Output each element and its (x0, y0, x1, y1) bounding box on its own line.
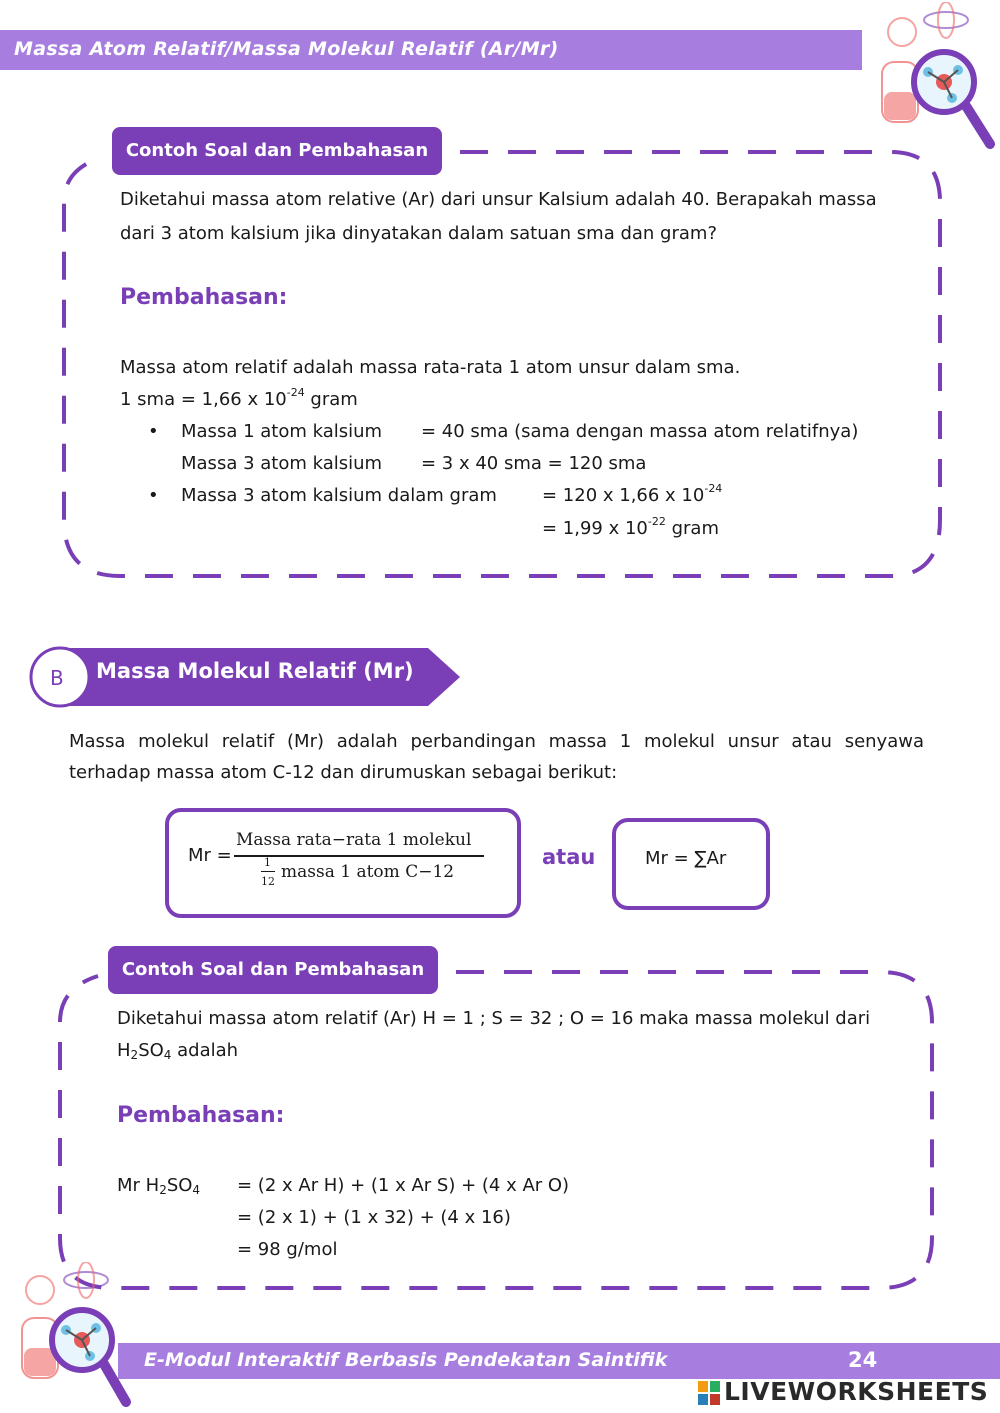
example2-question-line1: Diketahui massa atom relatif (Ar) H = 1 ; S = 32 ; O = 16 maka massa molekul dari (117, 1008, 871, 1029)
formula2: Mr = ∑Ar (645, 848, 727, 869)
small-fraction-line (261, 871, 275, 872)
section-b-title: Massa Molekul Relatif (Mr) (96, 659, 414, 683)
example1-b4-value: = 1,99 x $10^{-22}$ gram (542, 515, 719, 539)
bullet-icon: • (148, 421, 159, 442)
page-number: 24 (848, 1348, 878, 1372)
example1-question-line2: dari 3 atom kalsium jika dinyatakan dalam satuan sma dan gram? (120, 223, 717, 244)
example2-tab: Contoh Soal dan Pembahasan (108, 946, 438, 994)
watermark-text: LIVEWORKSHEETS (724, 1377, 989, 1406)
example1-solution-heading: Pembahasan: (120, 285, 288, 310)
example2-step3: = 98 g/mol (237, 1239, 338, 1260)
example2-question-line2: $H_2SO_4$ adalah (117, 1040, 239, 1062)
section-b-letter: B (50, 666, 64, 690)
example2-solution-heading: Pembahasan: (117, 1103, 285, 1128)
example1-tab: Contoh Soal dan Pembahasan (112, 127, 442, 175)
example1-b1-label: Massa 1 atom kalsium (181, 421, 383, 442)
example1-sma-conversion: 1 sma = 1,66 x $10^{-24}$ gram (120, 386, 358, 410)
example1-b3-value: = 120 x 1,66 x $10^{-24}$ (542, 482, 723, 506)
formula-frac-num: 1 (264, 856, 271, 869)
example1-b2-value: = 3 x 40 sma = 120 sma (421, 453, 647, 474)
formula-denominator: massa 1 atom C−12 (281, 862, 455, 882)
example1-question-line1: Diketahui massa atom relative (Ar) dari unsur Kalsium adalah 40. Berapakah massa (120, 189, 877, 210)
header-title: Massa Atom Relatif/Massa Molekul Relatif (Ar/Mr) (14, 38, 559, 60)
example2-mr-label: Mr $H_2SO_4$ (117, 1175, 201, 1197)
example2-step2: = (2 x 1) + (1 x 32) + (4 x 16) (237, 1207, 511, 1228)
example1-b2-label: Massa 3 atom kalsium (181, 453, 383, 474)
footer-title: E-Modul Interaktif Berbasis Pendekatan Saintifik (144, 1349, 668, 1371)
formula-frac-den: 12 (261, 875, 275, 888)
fraction-line (234, 855, 484, 857)
example1-b1-value: = 40 sma (sama dengan massa atom relatifnya) (421, 421, 859, 442)
example1-line1: Massa atom relatif adalah massa rata-rata 1 atom unsur dalam sma. (120, 357, 741, 378)
example2-step1: = (2 x Ar H) + (1 x Ar S) + (4 x Ar O) (237, 1175, 570, 1196)
example1-b3-label: Massa 3 atom kalsium dalam gram (181, 485, 497, 506)
or-label: atau (542, 845, 596, 869)
formula-lhs: Mr = (188, 845, 232, 866)
formula-numerator: Massa rata−rata 1 molekul (236, 830, 472, 850)
liveworksheets-logo-icon (698, 1381, 720, 1405)
section-b-intro-line1: Massa molekul relatif (Mr) adalah perbandingan massa 1 molekul unsur atau senyawa (69, 731, 924, 752)
chemistry-magnifier-icon (0, 1262, 140, 1412)
section-b-intro-line2: terhadap massa atom C-12 dan dirumuskan sebagai berikut: (69, 762, 618, 783)
bullet-icon: • (148, 485, 159, 506)
